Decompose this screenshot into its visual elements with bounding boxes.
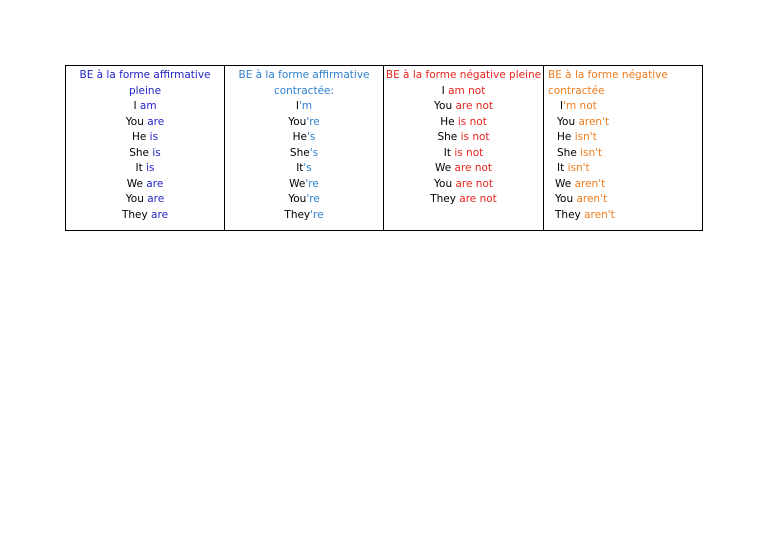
subject: You	[434, 177, 453, 190]
verb-form: are	[146, 177, 164, 190]
conjugation-row	[384, 99, 543, 115]
subject: He	[557, 131, 572, 143]
verb-form: 'm not	[563, 100, 597, 112]
verb-form: are not	[455, 177, 493, 190]
verb-form: is	[146, 162, 155, 174]
column-header-line: pleine	[128, 84, 162, 97]
verb-form: am	[139, 100, 157, 112]
subject: We	[289, 177, 306, 190]
subject: They	[430, 193, 456, 205]
subject: He	[292, 131, 307, 143]
verb-form: are	[147, 115, 165, 128]
conjugation-row	[66, 208, 224, 224]
conjugation-row	[66, 99, 224, 115]
verb-form: isn't	[574, 131, 597, 143]
column-header-line: contractée	[548, 84, 605, 97]
verb-form: are not	[459, 193, 497, 205]
conjugation-row	[548, 161, 702, 177]
conjugation-row	[384, 84, 543, 100]
verb-form: aren't	[576, 193, 608, 205]
verb-form: 'm	[298, 100, 313, 112]
subject: He	[131, 131, 147, 143]
column-header-line: BE à la forme affirmative	[238, 69, 370, 81]
subject: It	[557, 162, 565, 174]
column-negative-contracted	[544, 66, 702, 230]
verb-form: are	[151, 208, 169, 221]
subject: You	[125, 115, 144, 128]
subject: They	[284, 208, 311, 221]
verb-form: is not	[457, 115, 487, 128]
subject: She	[437, 131, 458, 143]
conjugation-row	[225, 99, 383, 115]
subject: You	[557, 115, 576, 128]
verb-form: 're	[306, 115, 320, 128]
conjugation-row	[548, 208, 702, 224]
subject: I	[560, 100, 564, 112]
verb-form: 're	[306, 193, 320, 205]
column-header-line: BE à la forme négative	[548, 69, 668, 81]
conjugation-row	[225, 130, 383, 146]
conjugation-row	[225, 161, 383, 177]
conjugation-row	[548, 130, 702, 146]
verb-form: is not	[454, 146, 484, 159]
subject: We	[126, 177, 143, 190]
verb-form: aren't	[578, 115, 610, 128]
verb-form: aren't	[584, 208, 615, 221]
subject: It	[443, 146, 451, 159]
column-header-line: contractée:	[273, 84, 335, 97]
conjugation-row	[384, 146, 543, 162]
conjugation-row	[225, 192, 383, 208]
conjugation-row	[548, 192, 702, 208]
subject: She	[289, 146, 310, 159]
column-affirmative-full	[66, 66, 225, 230]
conjugation-row	[384, 115, 543, 131]
subject: You	[288, 115, 307, 128]
conjugation-row	[66, 130, 224, 146]
subject: I	[133, 100, 137, 112]
verb-form: isn't	[580, 146, 603, 159]
conjugation-row	[548, 177, 702, 193]
conjugation-row	[66, 161, 224, 177]
verb-form: are not	[454, 162, 493, 174]
subject: I	[441, 84, 445, 97]
conjugation-row	[548, 99, 702, 115]
verb-form: 're	[310, 208, 324, 221]
subject: They	[555, 208, 581, 221]
conjugation-row	[66, 146, 224, 162]
be-conjugation-table	[65, 65, 703, 231]
conjugation-row	[548, 115, 702, 131]
conjugation-row	[66, 177, 224, 193]
subject: We	[555, 177, 572, 190]
verb-form: 's	[309, 146, 319, 159]
conjugation-row	[384, 177, 543, 193]
verb-form: is	[152, 146, 161, 159]
conjugation-row	[548, 146, 702, 162]
conjugation-row	[225, 115, 383, 131]
subject: It	[296, 162, 304, 174]
column-negative-full	[384, 66, 544, 230]
subject: She	[129, 146, 150, 159]
subject: She	[557, 146, 577, 159]
verb-form: isn't	[567, 162, 590, 174]
conjugation-row	[384, 130, 543, 146]
verb-form: is	[149, 131, 159, 143]
column-affirmative-contracted	[225, 66, 384, 230]
conjugation-row	[66, 192, 224, 208]
subject: They	[121, 208, 148, 221]
verb-form: am not	[448, 84, 486, 97]
conjugation-row	[225, 208, 383, 224]
verb-form: 's	[303, 162, 312, 174]
subject: You	[555, 193, 574, 205]
subject: You	[288, 193, 307, 205]
verb-form: are	[147, 193, 165, 205]
verb-form: aren't	[574, 177, 606, 190]
subject: You	[125, 193, 144, 205]
subject: You	[434, 100, 453, 112]
verb-form: is not	[460, 131, 490, 143]
conjugation-row	[225, 177, 383, 193]
conjugation-row	[66, 115, 224, 131]
column-header-line: BE à la forme négative pleine	[385, 69, 542, 81]
subject: It	[135, 162, 143, 174]
verb-form: 's	[307, 131, 316, 143]
conjugation-row	[384, 192, 543, 208]
conjugation-row	[225, 146, 383, 162]
subject: We	[434, 162, 452, 174]
subject: He	[440, 115, 455, 128]
column-header-line: BE à la forme affirmative	[79, 69, 211, 81]
verb-form: 're	[305, 177, 319, 190]
verb-form: are not	[455, 100, 493, 112]
conjugation-row	[384, 161, 543, 177]
subject: I	[295, 100, 299, 112]
